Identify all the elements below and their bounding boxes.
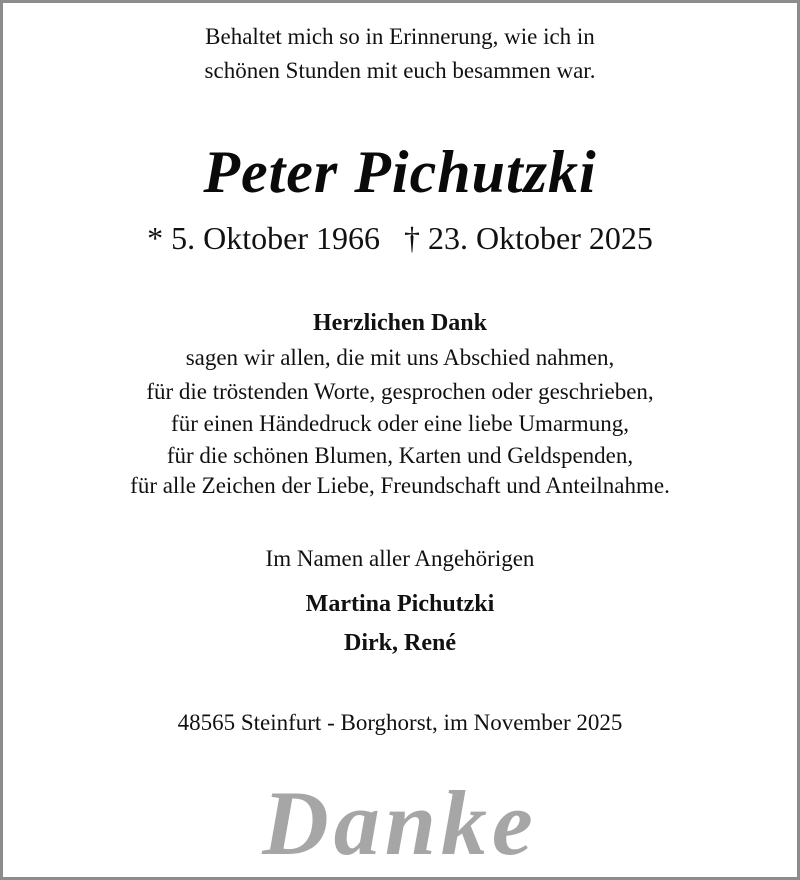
- life-dates: [3, 217, 797, 259]
- thanks-line-5: für alle Zeichen der Liebe, Freundschaft und Anteilnahme.: [130, 473, 670, 498]
- thanks-line-1: sagen wir allen, die mit uns Abschied nahmen,: [185, 345, 615, 370]
- death-date: † 23. Oktober 2025: [404, 220, 653, 256]
- thanks-line-2: für die tröstenden Worte, gesprochen oder geschrieben,: [146, 379, 654, 404]
- signer-2: Dirk, René: [344, 630, 456, 656]
- motto-line-2: schönen Stunden mit euch besammen war.: [204, 58, 596, 83]
- thanks-line-4: für die schönen Blumen, Karten und Geldspenden,: [166, 443, 634, 468]
- danke-watermark: Danke: [262, 772, 538, 874]
- thanks-line-3: für einen Händedruck oder eine liebe Umarmung,: [171, 411, 629, 436]
- birth-date: * 5. Oktober 1966: [147, 220, 380, 256]
- deceased-name: Peter Pichutzki: [203, 139, 597, 205]
- signer-1: Martina Pichutzki: [305, 591, 495, 617]
- family-intro: Im Namen aller Angehörigen: [265, 546, 535, 571]
- place-and-date: 48565 Steinfurt - Borghorst, im November 2025: [177, 710, 623, 735]
- motto-line-1: Behaltet mich so in Erinnerung, wie ich in: [205, 24, 595, 49]
- thanks-title: Herzlichen Dank: [313, 310, 487, 336]
